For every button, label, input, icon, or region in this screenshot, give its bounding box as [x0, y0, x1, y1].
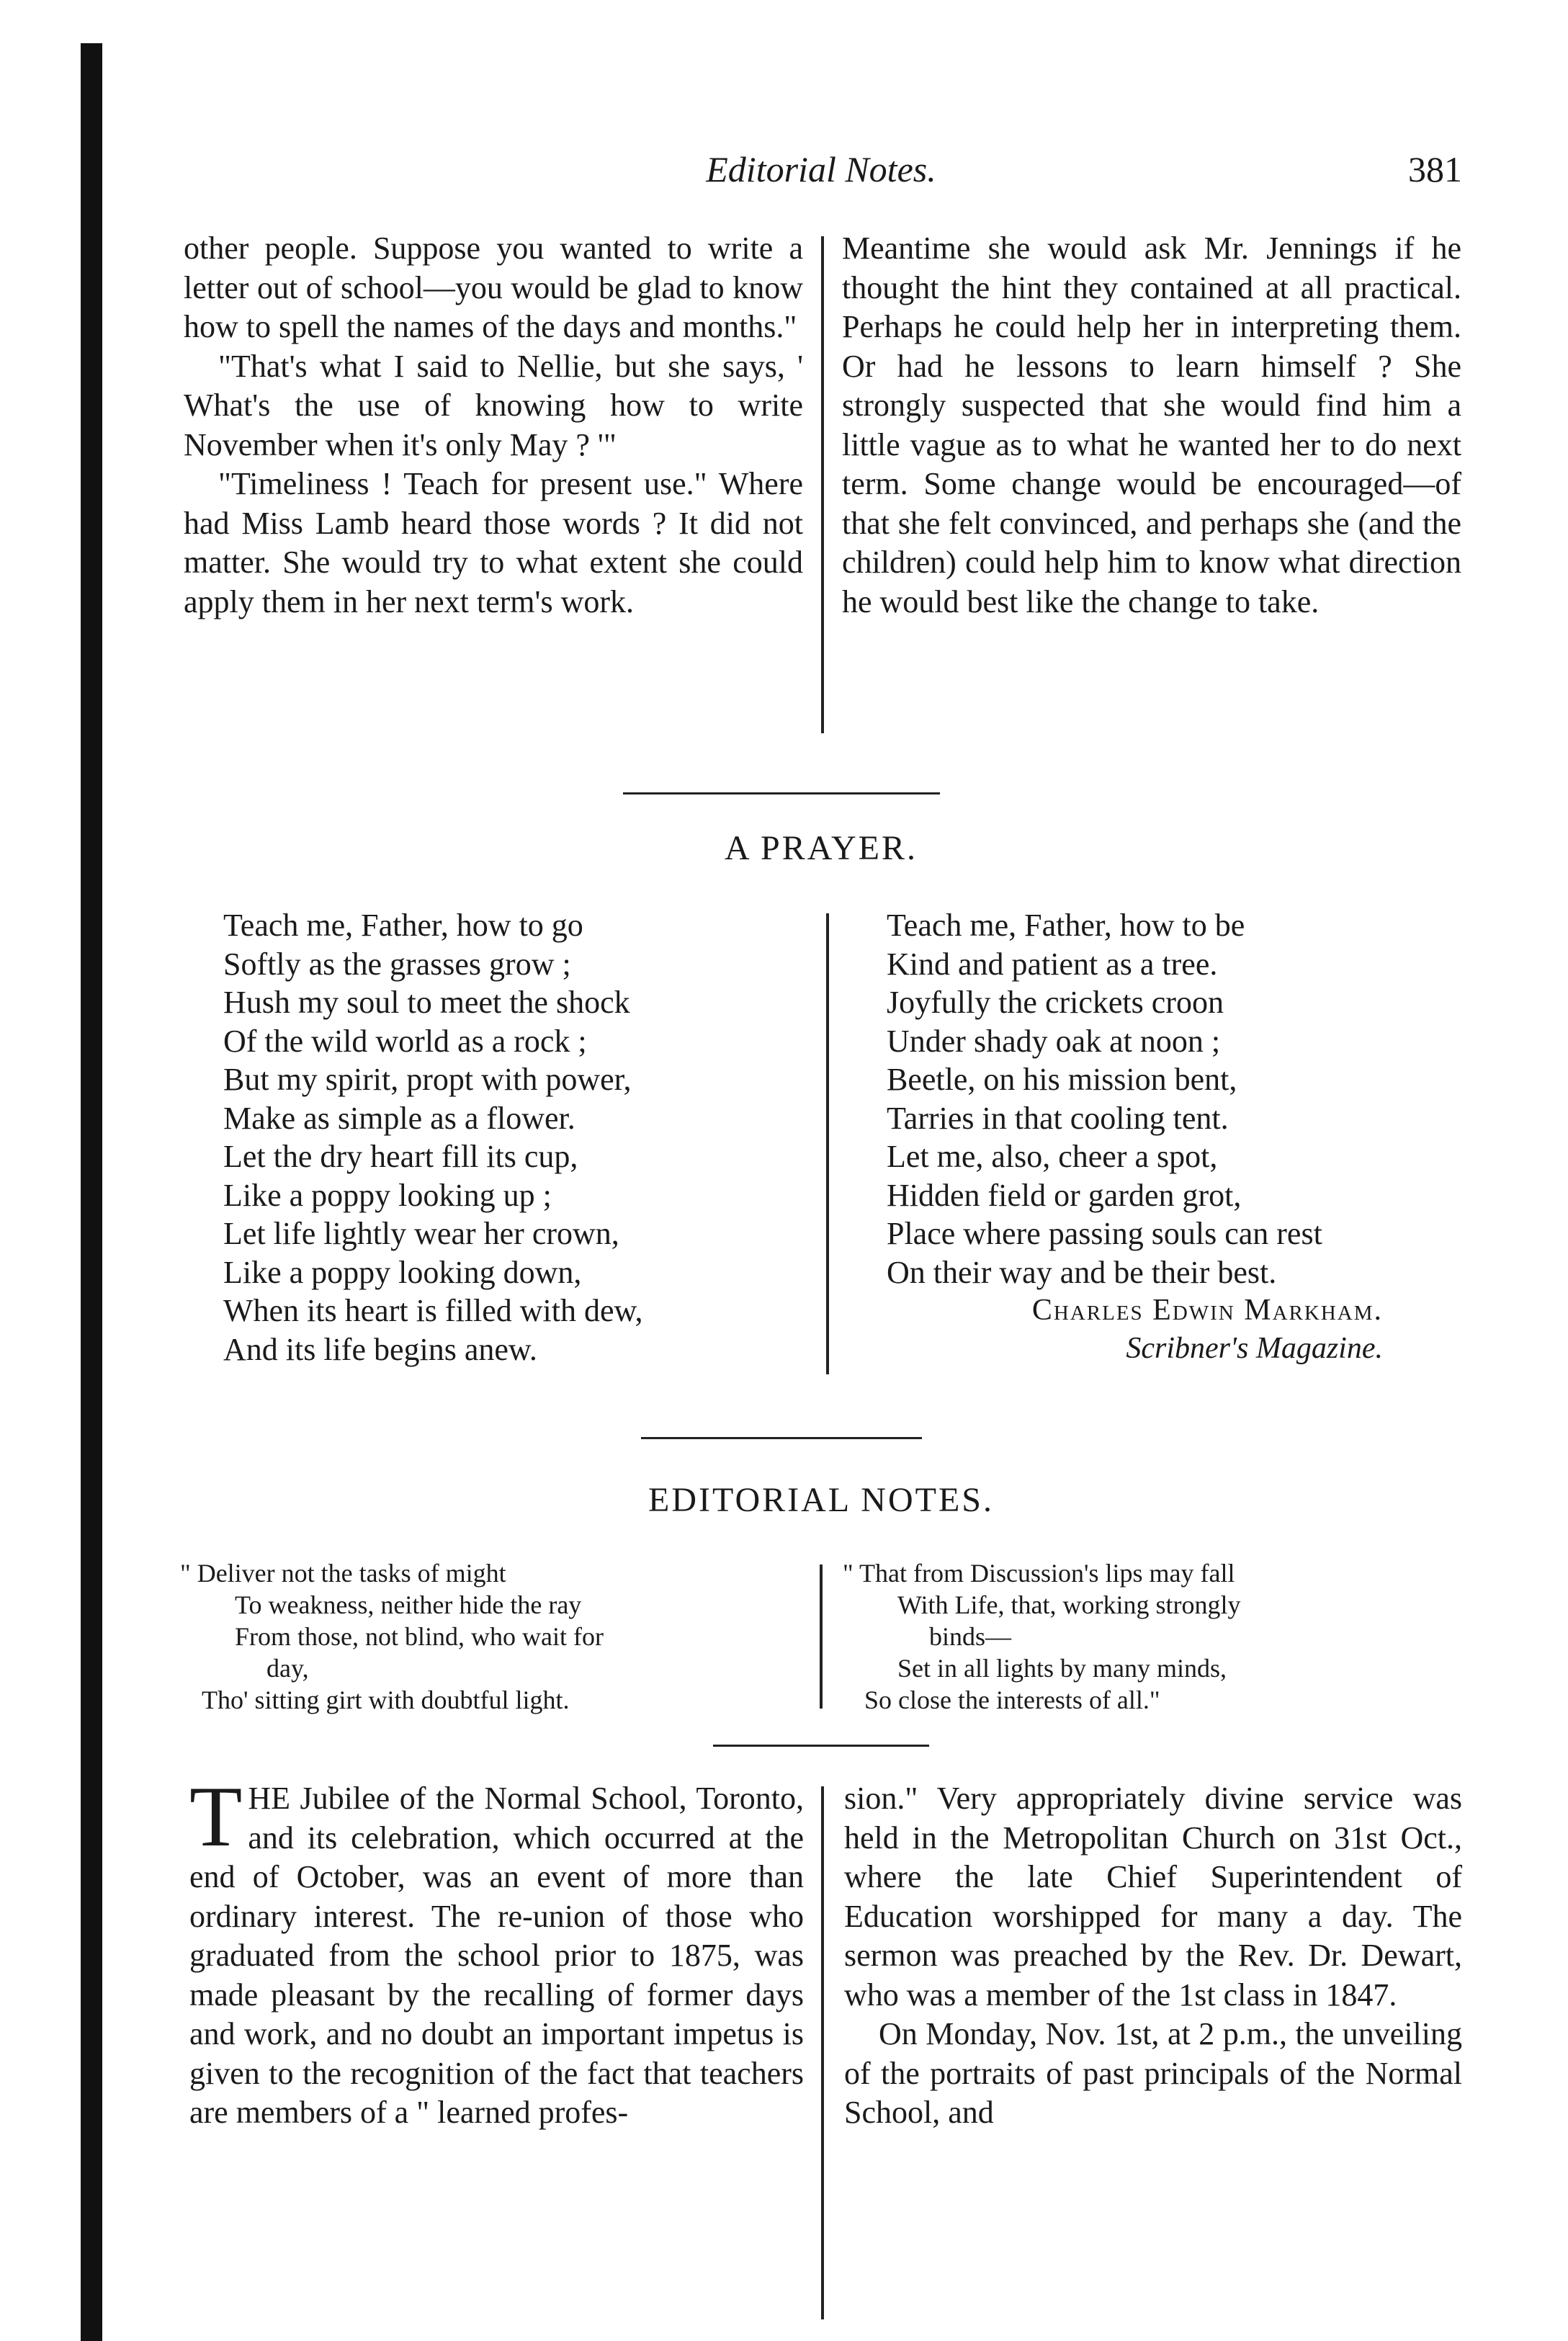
epigraph-line: To weakness, neither hide the ray: [235, 1590, 582, 1619]
editorial-epigraph: [180, 1557, 1462, 1716]
page-number: 381: [1408, 149, 1462, 189]
epigraph-line: From those, not blind, who wait for: [235, 1622, 604, 1651]
poem-line: When its heart is filled with dew,: [223, 1293, 643, 1328]
story-paragraph: Meantime she would ask Mr. Jennings if he thought the hint they contained at all practical. Perhaps he could help her in interpreting them. Or had he lessons to learn himself ? She strongly suspected that she would find him a little vague as to what he wanted her to do next term. Some change would be encouraged—of that she felt convinced, and perhaps she (and the children) could help him to know what direction he would best like the change to take.: [842, 230, 1461, 619]
poem-line: Hush my soul to meet the shock: [223, 985, 630, 1020]
poem-line: Softly as the grasses grow ;: [223, 946, 571, 982]
epigraph-line: Tho' sitting girt with doubtful light.: [202, 1686, 570, 1714]
poem-line: Like a poppy looking down,: [223, 1254, 582, 1290]
column-divider: [821, 236, 824, 733]
poem-author: Charles Edwin Markham.: [1031, 1294, 1383, 1327]
story-paragraph: "Timeliness ! Teach for present use." Where had Miss Lamb heard those words ? It did not matter. She would try to what extent she could apply them in her next term's work.: [184, 466, 803, 619]
editorial-body: [189, 1768, 1462, 2319]
epigraph-line: binds—: [929, 1622, 1012, 1651]
epigraph-line: Set in all lights by many minds,: [897, 1654, 1227, 1683]
poem-line: Under shady oak at noon ;: [886, 1023, 1221, 1059]
running-title: Editorial Notes.: [706, 149, 936, 189]
prayer-title: A PRAYER.: [725, 829, 918, 867]
poem-line: Kind and patient as a tree.: [886, 946, 1218, 982]
epigraph-right: [843, 1557, 1462, 1716]
editorial-paragraph: sion." Very appropriately divine service was held in the Metropolitan Church on 31st Oct., where the late Chief Superintendent of Education worshipped for many a day. The sermon was preached by the Rev. Dr. Dewart, who was a member of the 1st class in 1847.: [844, 1781, 1462, 2013]
poem-right-stanza: [887, 906, 1462, 1374]
epigraph-line: " Deliver not the tasks of might: [180, 1559, 506, 1588]
poem-line: Of the wild world as a rock ;: [223, 1023, 587, 1059]
poem-line: Like a poppy looking up ;: [223, 1177, 552, 1213]
story-left-column: [184, 229, 803, 733]
poem-line: Teach me, Father, how to be: [886, 908, 1245, 943]
poem-line: Teach me, Father, how to go: [223, 908, 583, 943]
poem-line: Beetle, on his mission bent,: [886, 1062, 1237, 1097]
poem-line: Let the dry heart fill its cup,: [223, 1139, 578, 1174]
story-paragraph: other people. Suppose you wanted to write a letter out of school—you would be glad to know how to spell the names of the days and months.": [184, 230, 803, 344]
poem-line: Let life lightly wear her crown,: [223, 1216, 619, 1251]
poem-line: But my spirit, propt with power,: [223, 1062, 632, 1097]
poem-line: Tarries in that cooling tent.: [886, 1100, 1229, 1136]
epigraph-line: So close the interests of all.": [864, 1686, 1160, 1714]
poem-line: And its life begins anew.: [223, 1331, 537, 1367]
story-right-column: [842, 229, 1461, 733]
editorial-paragraph-text: HE Jubilee of the Normal School, Toronto, and its celebration, which occurred at the end of October, was an event of more than ordinary interest. The re-union of those who graduated from the school prior to 1875, was made pleasant by the recalling of former days and work, and no doubt an important impetus is given to the recognition of the fact that teachers are members of a " learned profes-: [189, 1781, 805, 2130]
story-continuation: [184, 229, 1462, 733]
poem-line: Hidden field or garden grot,: [886, 1177, 1242, 1213]
poem-source: Scribner's Magazine.: [1126, 1332, 1383, 1365]
column-divider: [821, 1786, 824, 2319]
poem-line: Make as simple as a flower.: [223, 1100, 575, 1136]
drop-cap: T: [189, 1768, 243, 1864]
epigraph-line: With Life, that, working strongly: [897, 1590, 1241, 1619]
running-header: [180, 144, 1462, 194]
editorial-paragraph: [189, 1768, 805, 2133]
epigraph-line: " That from Discussion's lips may fall: [843, 1559, 1235, 1588]
editorial-title: EDITORIAL NOTES.: [648, 1481, 994, 1519]
poem-line: Place where passing souls can rest: [886, 1216, 1322, 1251]
editorial-left-column: [189, 1768, 805, 2319]
poem-left-stanza: [223, 906, 813, 1374]
prayer-poem: [223, 906, 1462, 1374]
binding-edge: [81, 43, 102, 2341]
column-divider: [826, 913, 829, 1374]
section-divider: [641, 1437, 922, 1439]
poem-line: Joyfully the crickets croon: [886, 985, 1224, 1020]
editorial-paragraph: On Monday, Nov. 1st, at 2 p.m., the unveiling of the portraits of past principals of the Normal School, and: [844, 2016, 1462, 2130]
section-divider: [713, 1745, 929, 1747]
poem-line: Let me, also, cheer a spot,: [886, 1139, 1218, 1174]
section-divider: [623, 792, 940, 794]
story-paragraph: "That's what I said to Nellie, but she says, ' What's the use of knowing how to write November when it's only May ? '": [184, 348, 803, 462]
column-divider: [820, 1565, 823, 1709]
epigraph-left: [180, 1557, 807, 1716]
editorial-right-column: [844, 1779, 1462, 2319]
epigraph-line: day,: [266, 1654, 309, 1683]
poem-line: On their way and be their best.: [886, 1254, 1277, 1290]
